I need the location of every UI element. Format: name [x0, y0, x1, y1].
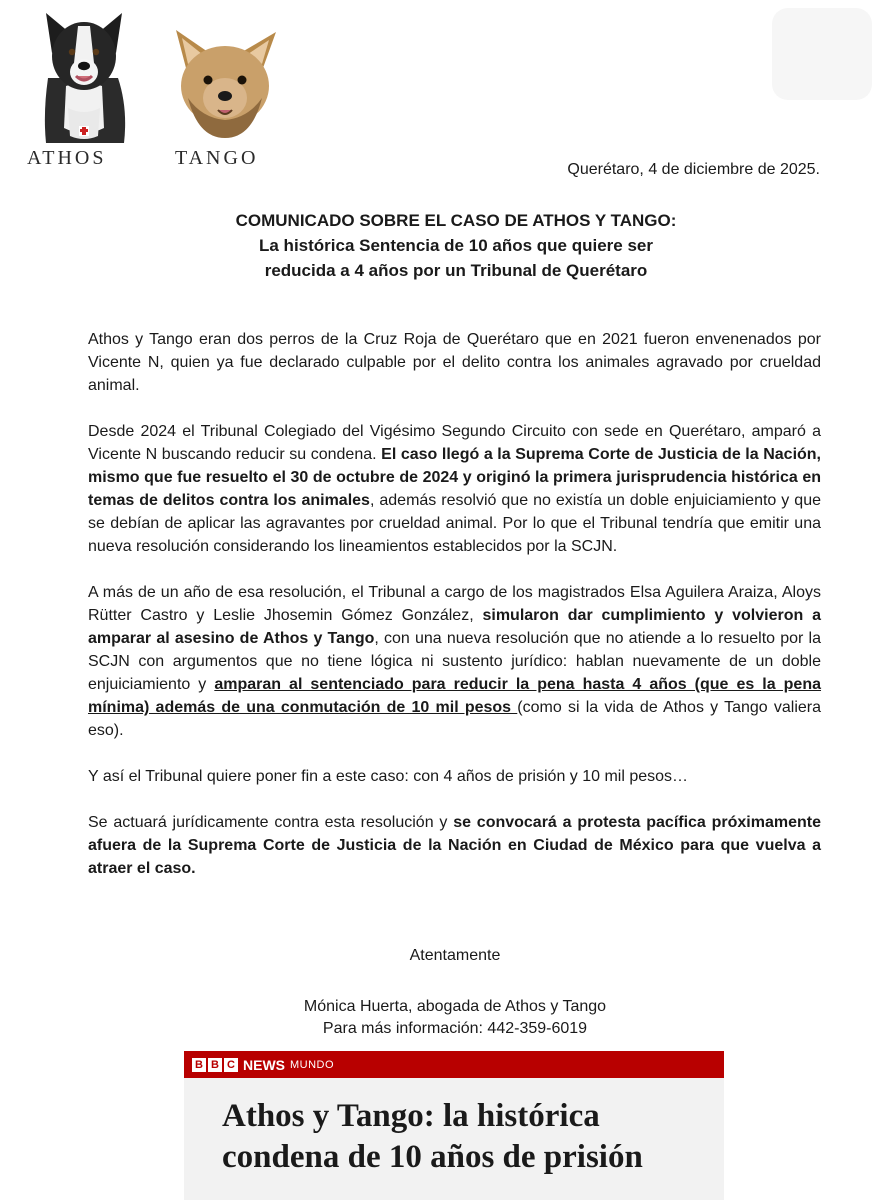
press-release-body	[88, 328, 821, 903]
athos-name-label: ATHOS	[27, 147, 107, 169]
paragraph-2	[88, 420, 821, 558]
dateline: Querétaro, 4 de diciembre de 2025.	[567, 161, 820, 178]
bbc-headline	[184, 1078, 724, 1178]
paragraph-2-intro: Desde 2024 el Tribunal Colegiado del Vigésimo Segundo Circuito con sede en Querétaro, amparó a Vicente N buscando reducir su condena.	[88, 423, 821, 463]
bbc-headline-line-1: Athos y Tango: la histórica	[222, 1098, 600, 1134]
bbc-logo	[192, 1058, 238, 1072]
bbc-brand-bar	[184, 1051, 724, 1078]
bbc-headline-line-2: condena de 10 años de prisión	[222, 1139, 643, 1175]
paragraph-3-middle: , con una nueva resolución que no atiende a lo resuelto por la SCJN con argumentos que no tiene lógica ni sustento jurídico: hablan nuevamente de un doble enjuiciamiento y	[88, 630, 821, 693]
paragraph-3-bold: simularon dar cumplimiento y volvieron a amparar al asesino de Athos y Tango	[88, 607, 821, 647]
paragraph-5	[88, 811, 821, 880]
tango-dog-illustration	[168, 28, 283, 140]
paragraph-5-bold: se convocará a protesta pacífica próximamente afuera de la Suprema Corte de Justicia de la Nación en Ciudad de México para que vuelva a atraer el caso.	[88, 814, 821, 877]
bbc-news-label: NEWS	[243, 1056, 285, 1073]
bbc-news-headline-card[interactable]	[184, 1051, 724, 1200]
paragraph-4: Y así el Tribunal quiere poner fin a este caso: con 4 años de prisión y 10 mil pesos…	[88, 768, 689, 785]
signature-block	[200, 996, 710, 1040]
tango-name-label: TANGO	[175, 147, 259, 169]
signature-name: Mónica Huerta, abogada de Athos y Tango	[303, 998, 607, 1015]
signature-contact: Para más información: 442-359-6019	[322, 1020, 588, 1037]
paragraph-1: Athos y Tango eran dos perros de la Cruz Roja de Querétaro que en 2021 fueron envenenados por Vicente N, quien ya fue declarado culpable por el delito contra los animales agravado por crueldad animal.	[88, 331, 821, 394]
paragraph-2-bold: El caso llegó a la Suprema Corte de Justicia de la Nación, mismo que fue resuelto el 30 de octubre de 2024 y originó la primera jurisprudencia histórica en temas de delitos contra los animales	[88, 446, 822, 509]
title-line-3: reducida a 4 años por un Tribunal de Querétaro	[264, 261, 648, 280]
title-line-1: COMUNICADO SOBRE EL CASO DE ATHOS Y TANGO:	[235, 211, 677, 230]
bbc-mundo-label: MUNDO	[290, 1058, 335, 1071]
bbc-logo-block: B	[192, 1058, 206, 1072]
press-release-title	[100, 208, 812, 283]
paragraph-3-intro: A más de un año de esa resolución, el Tribunal a cargo de los magistrados Elsa Aguilera Araiza, Aloys Rütter Castro y Leslie Jhosemin Gómez González,	[88, 584, 821, 624]
paragraph-2-rest: , además resolvió que no existía un doble enjuiciamiento y que se debían de aplicar las agravantes por crueldad animal. Por lo que el Tribunal tendría que emitir una nueva resolución considerando los lineamientos establecidos por la SCJN.	[88, 492, 821, 555]
closing: Atentamente	[409, 947, 501, 964]
paragraph-5-intro: Se actuará jurídicamente contra esta resolución y	[88, 814, 454, 831]
athos-dog-illustration	[38, 8, 130, 150]
bbc-logo-block: C	[224, 1058, 238, 1072]
title-line-2: La histórica Sentencia de 10 años que quiere ser	[259, 236, 653, 255]
bbc-logo-block: B	[208, 1058, 222, 1072]
paragraph-3-end: (como si la vida de Athos y Tango valiera eso).	[88, 699, 822, 739]
paragraph-3	[88, 581, 821, 742]
corner-logo-placeholder	[772, 8, 872, 100]
paragraph-3-underlined: amparan al sentenciado para reducir la pena hasta 4 años (que es la pena mínima) además de una conmutación de 10 mil pesos	[88, 676, 822, 716]
